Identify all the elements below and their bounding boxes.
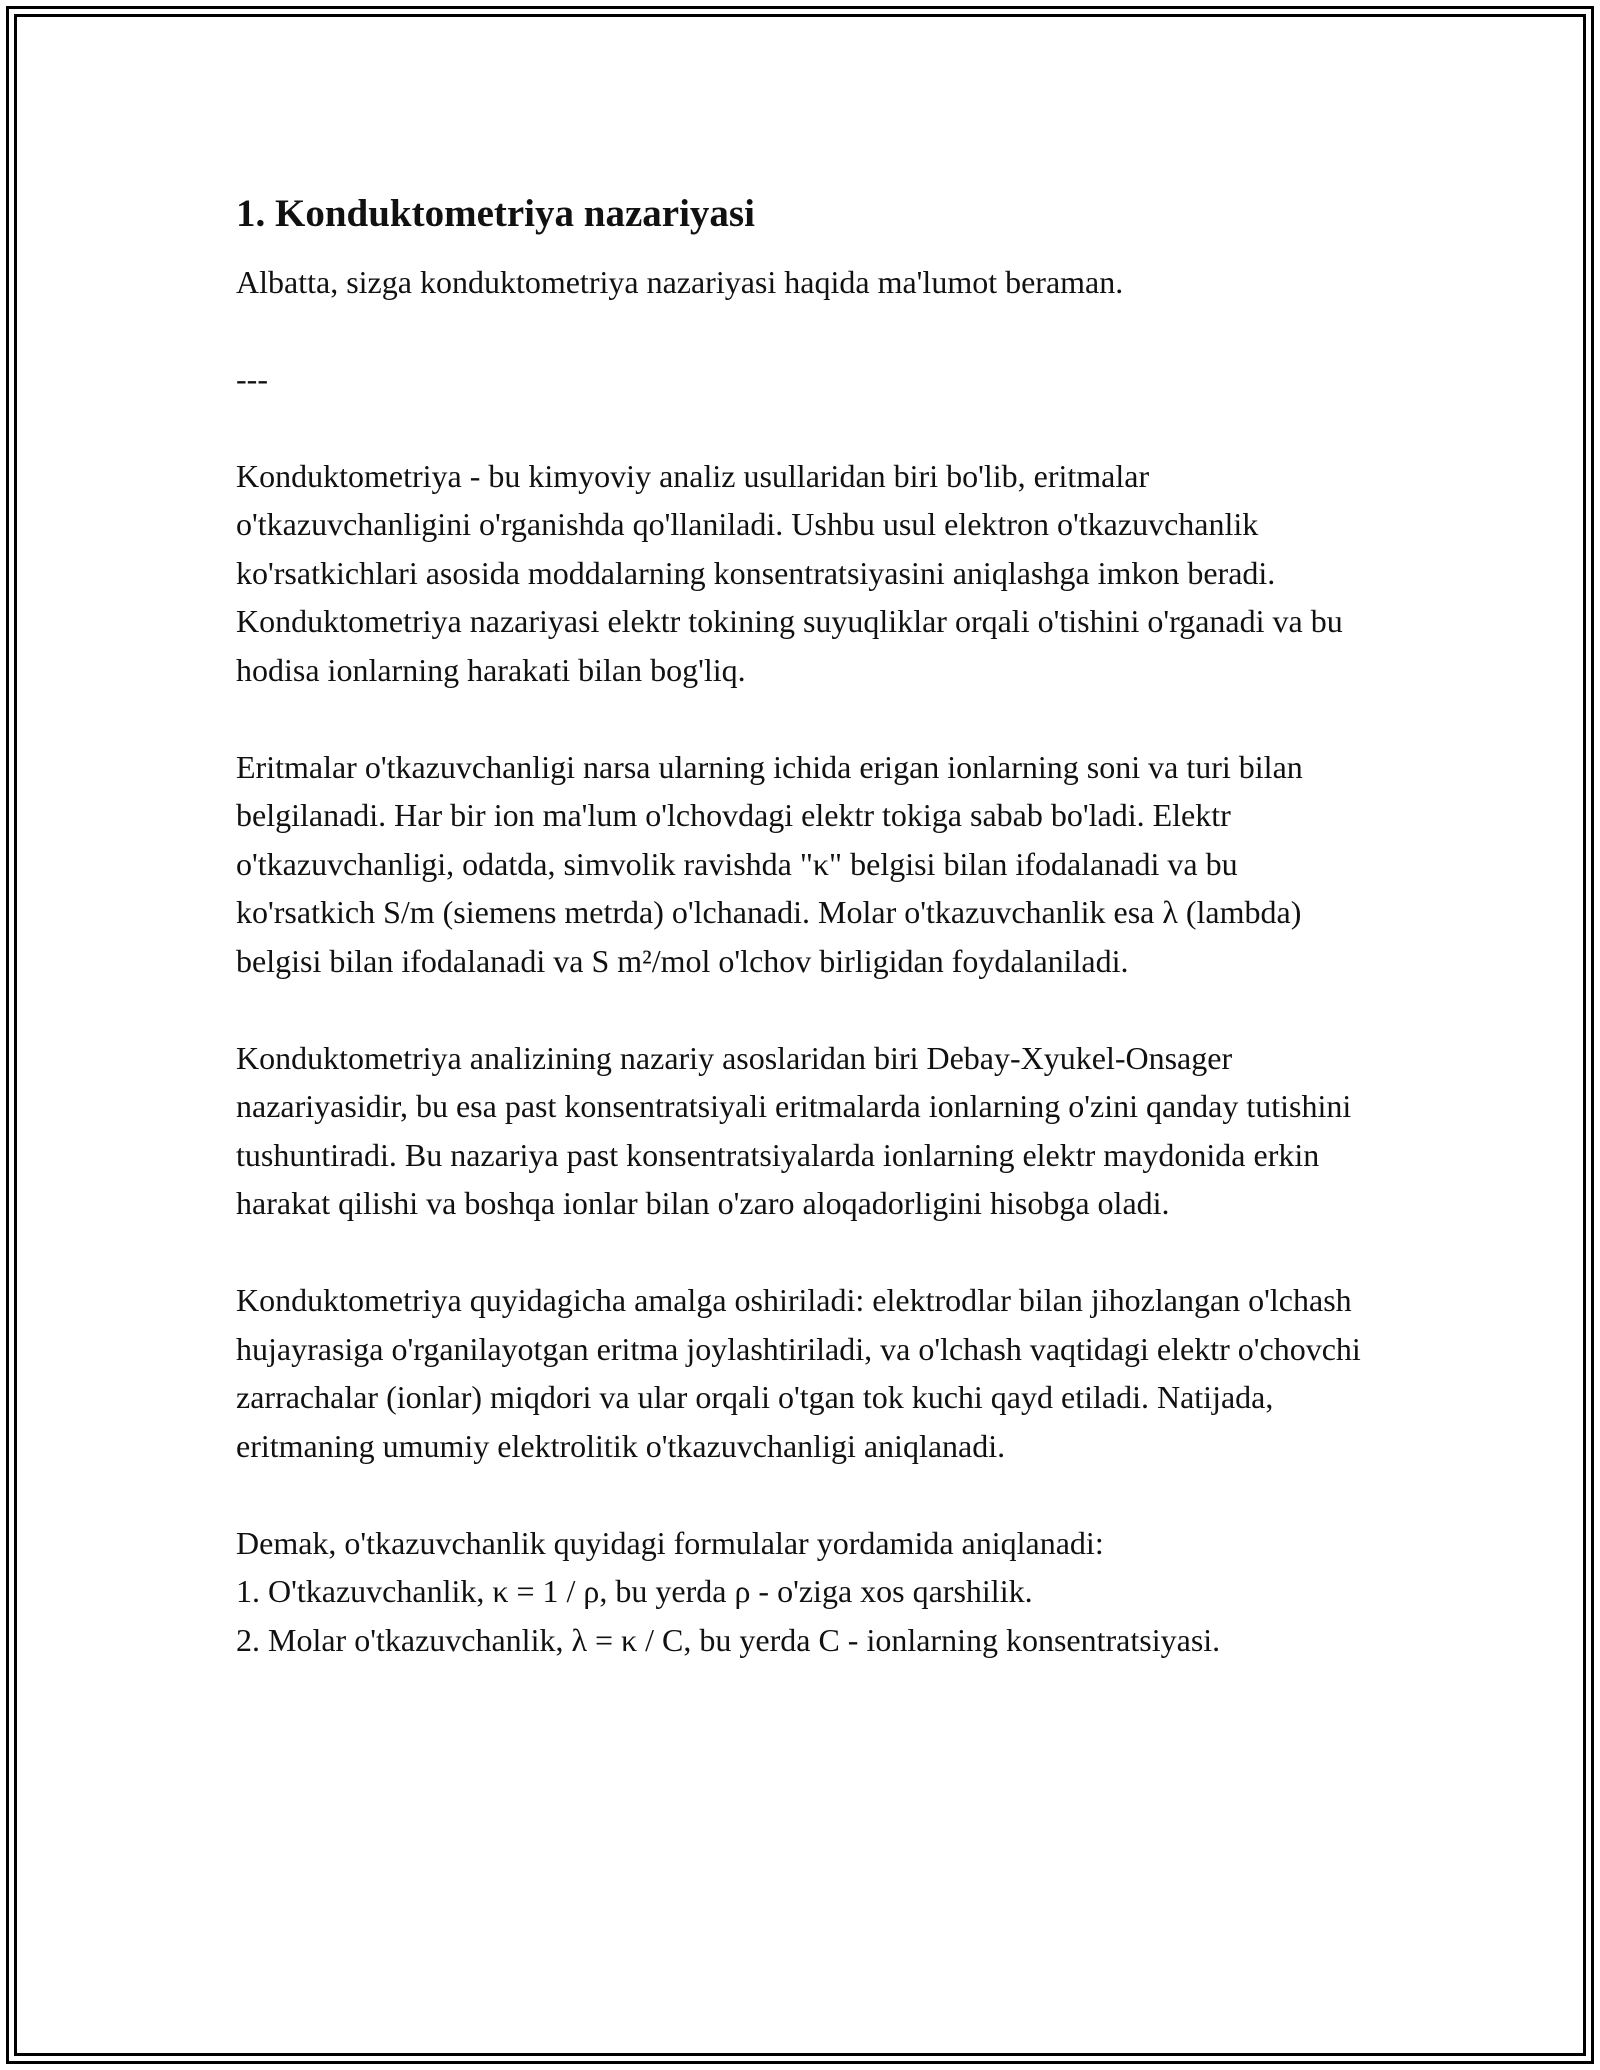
paragraph-definition: Konduktometriya - bu kimyoviy analiz usullaridan biri bo'lib, eritmalar o'tkazuvchanligini o'rganishda qo'llaniladi. Ushbu usul elektron o'tkazuvchanlik ko'rsatkichlari asosida moddalarning konsentratsiyasini aniqlashga imkon beradi. Konduktometriya nazariyasi elektr tokining suyuqliklar orqali o'tishini o'rganadi va bu hodisa ionlarning harakati bilan bog'liq. <box>236 457 1343 688</box>
paragraph-conductivity: Eritmalar o'tkazuvchanligi narsa ularning ichida erigan ionlarning soni va turi bilan belgilanadi. Har bir ion ma'lum o'lchovdagi elektr tokiga sabab bo'ladi. Elektr o'tkazuvchanligi, odatda, simvolik ravishda "κ" belgisi bilan ifodalanadi va bu ko'rsatkich S/m (siemens metrda) o'lchanadi. Molar o'tkazuvchanlik esa λ (lambda) belgisi bilan ifodalanadi va S m²/mol o'lchov birligidan foydalaniladi. <box>236 748 1303 979</box>
document-title: 1. Konduktometriya nazariyasi <box>236 192 755 235</box>
intro-text: Albatta, sizga konduktometriya nazariyasi haqida ma'lumot beraman. <box>236 264 1124 300</box>
formula-lead: Demak, o'tkazuvchanlik quyidagi formulalar yordamida aniqlanadi: <box>236 1524 1104 1561</box>
document-body <box>236 182 1376 1664</box>
paragraph-theory: Konduktometriya analizining nazariy asoslaridan biri Debay-Xyukel-Onsager nazariyasidir, bu esa past konsentratsiyali eritmalarda ionlarning o'zini qanday tutishini tushuntiradi. Bu nazariya past konsentratsiyalarda ionlarning elektr maydonida erkin harakat qilishi va boshqa ionlar bilan o'zaro aloqadorligini hisobga oladi. <box>236 1039 1352 1221</box>
formula-item: 2. Molar o'tkazuvchanlik, λ = κ / C, bu yerda C - ionlarning konsentratsiyasi. <box>236 1621 1221 1658</box>
separator-line: --- <box>236 360 268 397</box>
formula-section <box>236 1519 1376 1665</box>
paragraph-procedure: Konduktometriya quyidagicha amalga oshiriladi: elektrodlar bilan jihozlangan o'lchash hujayrasiga o'rganilayotgan eritma joylashtiriladi, va o'lchash vaqtidagi elektr o'chovchi zarrachalar (ionlar) miqdori va ular orqali o'tgan tok kuchi qayd etiladi. Natijada, eritmaning umumiy elektrolitik o'tkazuvchanligi aniqlanadi. <box>236 1282 1361 1464</box>
formula-item: 1. O'tkazuvchanlik, κ = 1 / ρ, bu yerda ρ - o'ziga xos qarshilik. <box>236 1573 1033 1609</box>
